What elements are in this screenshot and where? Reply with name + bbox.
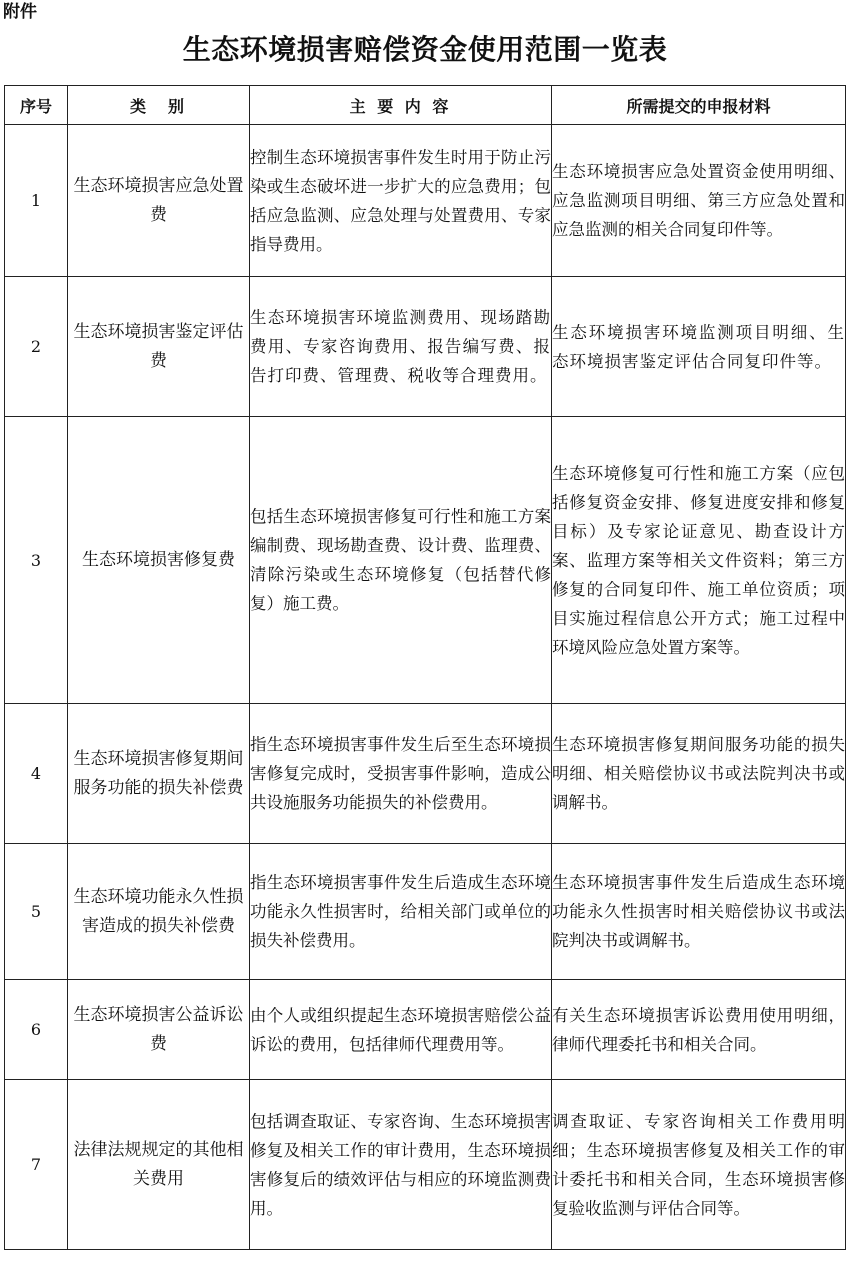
row-content: 指生态环境损害事件发生后至生态环境损害修复完成时，受损害事件影响，造成公共设施服务功能损失的补偿费用。 <box>250 704 552 844</box>
row-content: 控制生态环境损害事件发生时用于防止污染或生态破坏进一步扩大的应急费用；包括应急监测、应急处理与处置费用、专家指导费用。 <box>250 125 552 277</box>
column-header-content: 主 要 内 容 <box>250 86 552 125</box>
row-number: 3 <box>5 417 68 704</box>
column-header-materials: 所需提交的申报材料 <box>552 86 846 125</box>
table-header-row <box>5 86 846 125</box>
row-materials: 有关生态环境损害诉讼费用使用明细，律师代理委托书和相关合同。 <box>552 980 846 1080</box>
row-materials: 生态环境损害修复期间服务功能的损失明细、相关赔偿协议书或法院判决书或调解书。 <box>552 704 846 844</box>
column-header-category: 类 别 <box>68 86 250 125</box>
table-row <box>5 417 846 704</box>
document-title: 生态环境损害赔偿资金使用范围一览表 <box>182 33 668 66</box>
row-number: 6 <box>5 980 68 1080</box>
row-materials: 生态环境修复可行性和施工方案（应包括修复资金安排、修复进度安排和修复目标）及专家论证意见、勘查设计方案、监理方案等相关文件资料；第三方修复的合同复印件、施工单位资质；项目实施过程信息公开方式；施工过程中环境风险应急处置方案等。 <box>552 417 846 704</box>
row-category: 生态环境损害鉴定评估费 <box>68 277 250 417</box>
row-content: 包括生态环境损害修复可行性和施工方案编制费、现场勘查费、设计费、监理费、清除污染或生态环境修复（包括替代修复）施工费。 <box>250 417 552 704</box>
table-row <box>5 704 846 844</box>
row-category: 生态环境损害修复期间服务功能的损失补偿费 <box>68 704 250 844</box>
row-category: 生态环境损害公益诉讼费 <box>68 980 250 1080</box>
row-category: 法律法规规定的其他相关费用 <box>68 1080 250 1250</box>
row-number: 5 <box>5 844 68 980</box>
row-number: 1 <box>5 125 68 277</box>
row-content: 由个人或组织提起生态环境损害赔偿公益诉讼的费用，包括律师代理费用等。 <box>250 980 552 1080</box>
table-row <box>5 277 846 417</box>
row-category: 生态环境功能永久性损害造成的损失补偿费 <box>68 844 250 980</box>
table-row <box>5 125 846 277</box>
row-category: 生态环境损害应急处置费 <box>68 125 250 277</box>
table-row <box>5 1080 846 1250</box>
row-materials: 调查取证、专家咨询相关工作费用明细；生态环境损害修复及相关工作的审计委托书和相关合同，生态环境损害修复验收监测与评估合同等。 <box>552 1080 846 1250</box>
row-content: 指生态环境损害事件发生后造成生态环境功能永久性损害时，给相关部门或单位的损失补偿费用。 <box>250 844 552 980</box>
row-materials: 生态环境损害应急处置资金使用明细、应急监测项目明细、第三方应急处置和应急监测的相关合同复印件等。 <box>552 125 846 277</box>
row-number: 2 <box>5 277 68 417</box>
row-materials: 生态环境损害环境监测项目明细、生态环境损害鉴定评估合同复印件等。 <box>552 277 846 417</box>
table-row <box>5 980 846 1080</box>
attachment-label: 附件 <box>3 2 37 22</box>
row-number: 7 <box>5 1080 68 1250</box>
row-content: 生态环境损害环境监测费用、现场踏勘费用、专家咨询费用、报告编写费、报告打印费、管理费、税收等合理费用。 <box>250 277 552 417</box>
row-number: 4 <box>5 704 68 844</box>
table-row <box>5 844 846 980</box>
row-category: 生态环境损害修复费 <box>68 417 250 704</box>
column-header-number: 序号 <box>5 86 68 125</box>
row-materials: 生态环境损害事件发生后造成生态环境功能永久性损害时相关赔偿协议书或法院判决书或调解书。 <box>552 844 846 980</box>
row-content: 包括调查取证、专家咨询、生态环境损害修复及相关工作的审计费用，生态环境损害修复后的绩效评估与相应的环境监测费用。 <box>250 1080 552 1250</box>
expense-table <box>4 85 846 1250</box>
